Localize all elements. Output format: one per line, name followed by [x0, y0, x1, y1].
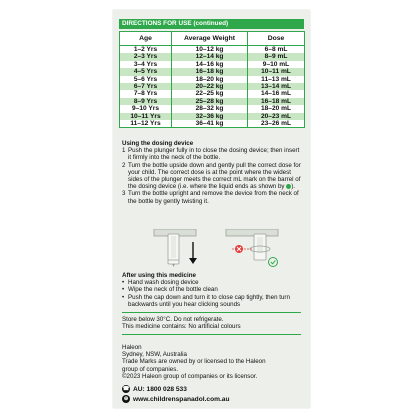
cell-weight: 25–28 kg	[172, 98, 248, 105]
table-row	[120, 83, 305, 90]
copyright-text: ©2023 Haleon group of companies or its licensor.	[122, 372, 258, 380]
step-number: 3	[122, 190, 126, 198]
table-row	[120, 76, 305, 83]
cell-age: 7–8 Yrs	[120, 90, 172, 97]
cell-weight: 28–32 kg	[172, 105, 248, 112]
step-number: 1	[122, 147, 126, 155]
section-divider	[122, 334, 301, 335]
cell-age: 4–5 Yrs	[120, 68, 172, 75]
dosing-device-illustration	[122, 229, 301, 269]
medicine-label-panel	[113, 10, 310, 408]
cell-dose: 14–16 mL	[248, 90, 305, 97]
after-use-title: After using this medicine	[122, 272, 196, 279]
dosing-device-section	[122, 140, 304, 205]
syringe-measure-illustration	[226, 229, 278, 260]
cell-dose: 9–10 mL	[248, 61, 305, 68]
step-text: Turn the bottle upside down and gently pull the correct dose for your child. The correct dose is at the point where the widest sides of the plunger meets the correct mL mark on the barrel of the dosing device (i.e. where the liquid ends as shown by	[128, 161, 301, 191]
syringe-down-illustration	[154, 229, 196, 267]
header-age: Age	[120, 32, 172, 46]
after-use-item: Push the cap down and turn it to close cap tightly, then turn backwards until you hear clicking sounds	[128, 293, 290, 308]
cell-dose: 6–8 mL	[248, 46, 305, 54]
list-item: • Wipe the neck of the bottle clean	[122, 286, 218, 294]
table-header-row	[120, 32, 305, 46]
storage-text: Store below 30°C. Do not refrigerate.	[122, 316, 224, 323]
table-row	[120, 53, 305, 60]
arrow-down-icon	[189, 242, 197, 264]
cell-dose: 23–26 mL	[248, 120, 305, 128]
after-use-list	[122, 279, 304, 308]
after-use-item: Hand wash dosing device	[128, 279, 199, 287]
cell-age: 11–12 Yrs	[120, 120, 172, 128]
cell-dose: 8–9 mL	[248, 53, 305, 60]
contact-section	[122, 385, 304, 405]
table-row	[120, 120, 305, 128]
cell-dose: 16–18 mL	[248, 98, 305, 105]
after-use-item: Wipe the neck of the bottle clean	[128, 286, 218, 294]
list-item	[122, 147, 304, 161]
directions-header: DIRECTIONS FOR USE (continued)	[119, 19, 304, 29]
cell-weight: 10–12 kg	[172, 46, 248, 54]
cell-dose: 11–13 mL	[248, 76, 305, 83]
website-line	[122, 395, 304, 405]
company-address: Sydney, NSW, Australia	[122, 351, 187, 359]
globe-icon: ⊕	[123, 396, 129, 403]
step-number: 2	[122, 161, 126, 169]
cell-age: 3–4 Yrs	[120, 61, 172, 68]
company-name: Haleon	[122, 344, 142, 351]
table-row	[120, 61, 305, 68]
dosing-steps	[122, 147, 304, 205]
table-row	[120, 46, 305, 54]
cell-dose: 18–20 mL	[248, 105, 305, 112]
cell-age: 5–6 Yrs	[120, 76, 172, 83]
phone-icon: ☎	[122, 386, 130, 393]
table-row	[120, 113, 305, 120]
dosing-device-title: Using the dosing device	[122, 140, 194, 147]
cell-weight: 16–18 kg	[172, 68, 248, 75]
cell-age: 2–3 Yrs	[120, 53, 172, 60]
website-link[interactable]: www.childrenspanadol.com.au	[133, 396, 230, 403]
company-section	[122, 344, 282, 380]
cell-age: 6–7 Yrs	[120, 83, 172, 90]
step-text: Turn the bottle upright and remove the device from the neck of the bottle by gently twisting it.	[128, 190, 299, 205]
step-text: Push the plunger fully in to close the dosing device; then insert it firmly into the neck of the bottle.	[128, 147, 300, 162]
cell-age: 10–11 Yrs	[120, 113, 172, 120]
header-dose: Dose	[248, 32, 305, 46]
cell-weight: 20–22 kg	[172, 83, 248, 90]
after-use-section	[122, 272, 304, 308]
table-row	[120, 68, 305, 75]
list-item	[122, 190, 304, 204]
section-divider	[122, 312, 301, 313]
cell-dose: 13–14 mL	[248, 83, 305, 90]
cell-age: 8–9 Yrs	[120, 98, 172, 105]
cell-weight: 32–36 kg	[172, 113, 248, 120]
table-row	[120, 105, 305, 112]
phone-number: AU: 1800 028 533	[133, 386, 187, 393]
dosing-table	[119, 31, 305, 128]
table-row	[120, 98, 305, 105]
cell-age: 1–2 Yrs	[120, 46, 172, 54]
header-weight: Average Weight	[172, 32, 248, 46]
cell-weight: 18–20 kg	[172, 76, 248, 83]
ingredients-text: This medicine contains: No artificial colours	[122, 323, 241, 331]
check-circle-icon	[269, 258, 278, 267]
cell-weight: 14–16 kg	[172, 61, 248, 68]
list-item	[122, 162, 304, 191]
cell-weight: 22–25 kg	[172, 90, 248, 97]
trademark-text: Trade Marks are owned by or licensed to the Haleon group of companies.	[122, 358, 266, 373]
cell-dose: 10–11 mL	[248, 68, 305, 75]
table-row	[120, 90, 305, 97]
cross-icon	[235, 245, 243, 253]
cell-weight: 12–14 kg	[172, 53, 248, 60]
storage-section	[122, 316, 304, 330]
phone-line	[122, 385, 304, 395]
cell-weight: 36–41 kg	[172, 120, 248, 128]
step-text-end: ).	[291, 183, 296, 191]
list-item: • Hand wash dosing device	[122, 279, 199, 287]
list-item: • Push the cap down and turn it to close cap tightly, then turn backwards until you hear clicking sounds	[122, 293, 290, 308]
cell-age: 9–10 Yrs	[120, 105, 172, 112]
cell-dose: 20–23 mL	[248, 113, 305, 120]
